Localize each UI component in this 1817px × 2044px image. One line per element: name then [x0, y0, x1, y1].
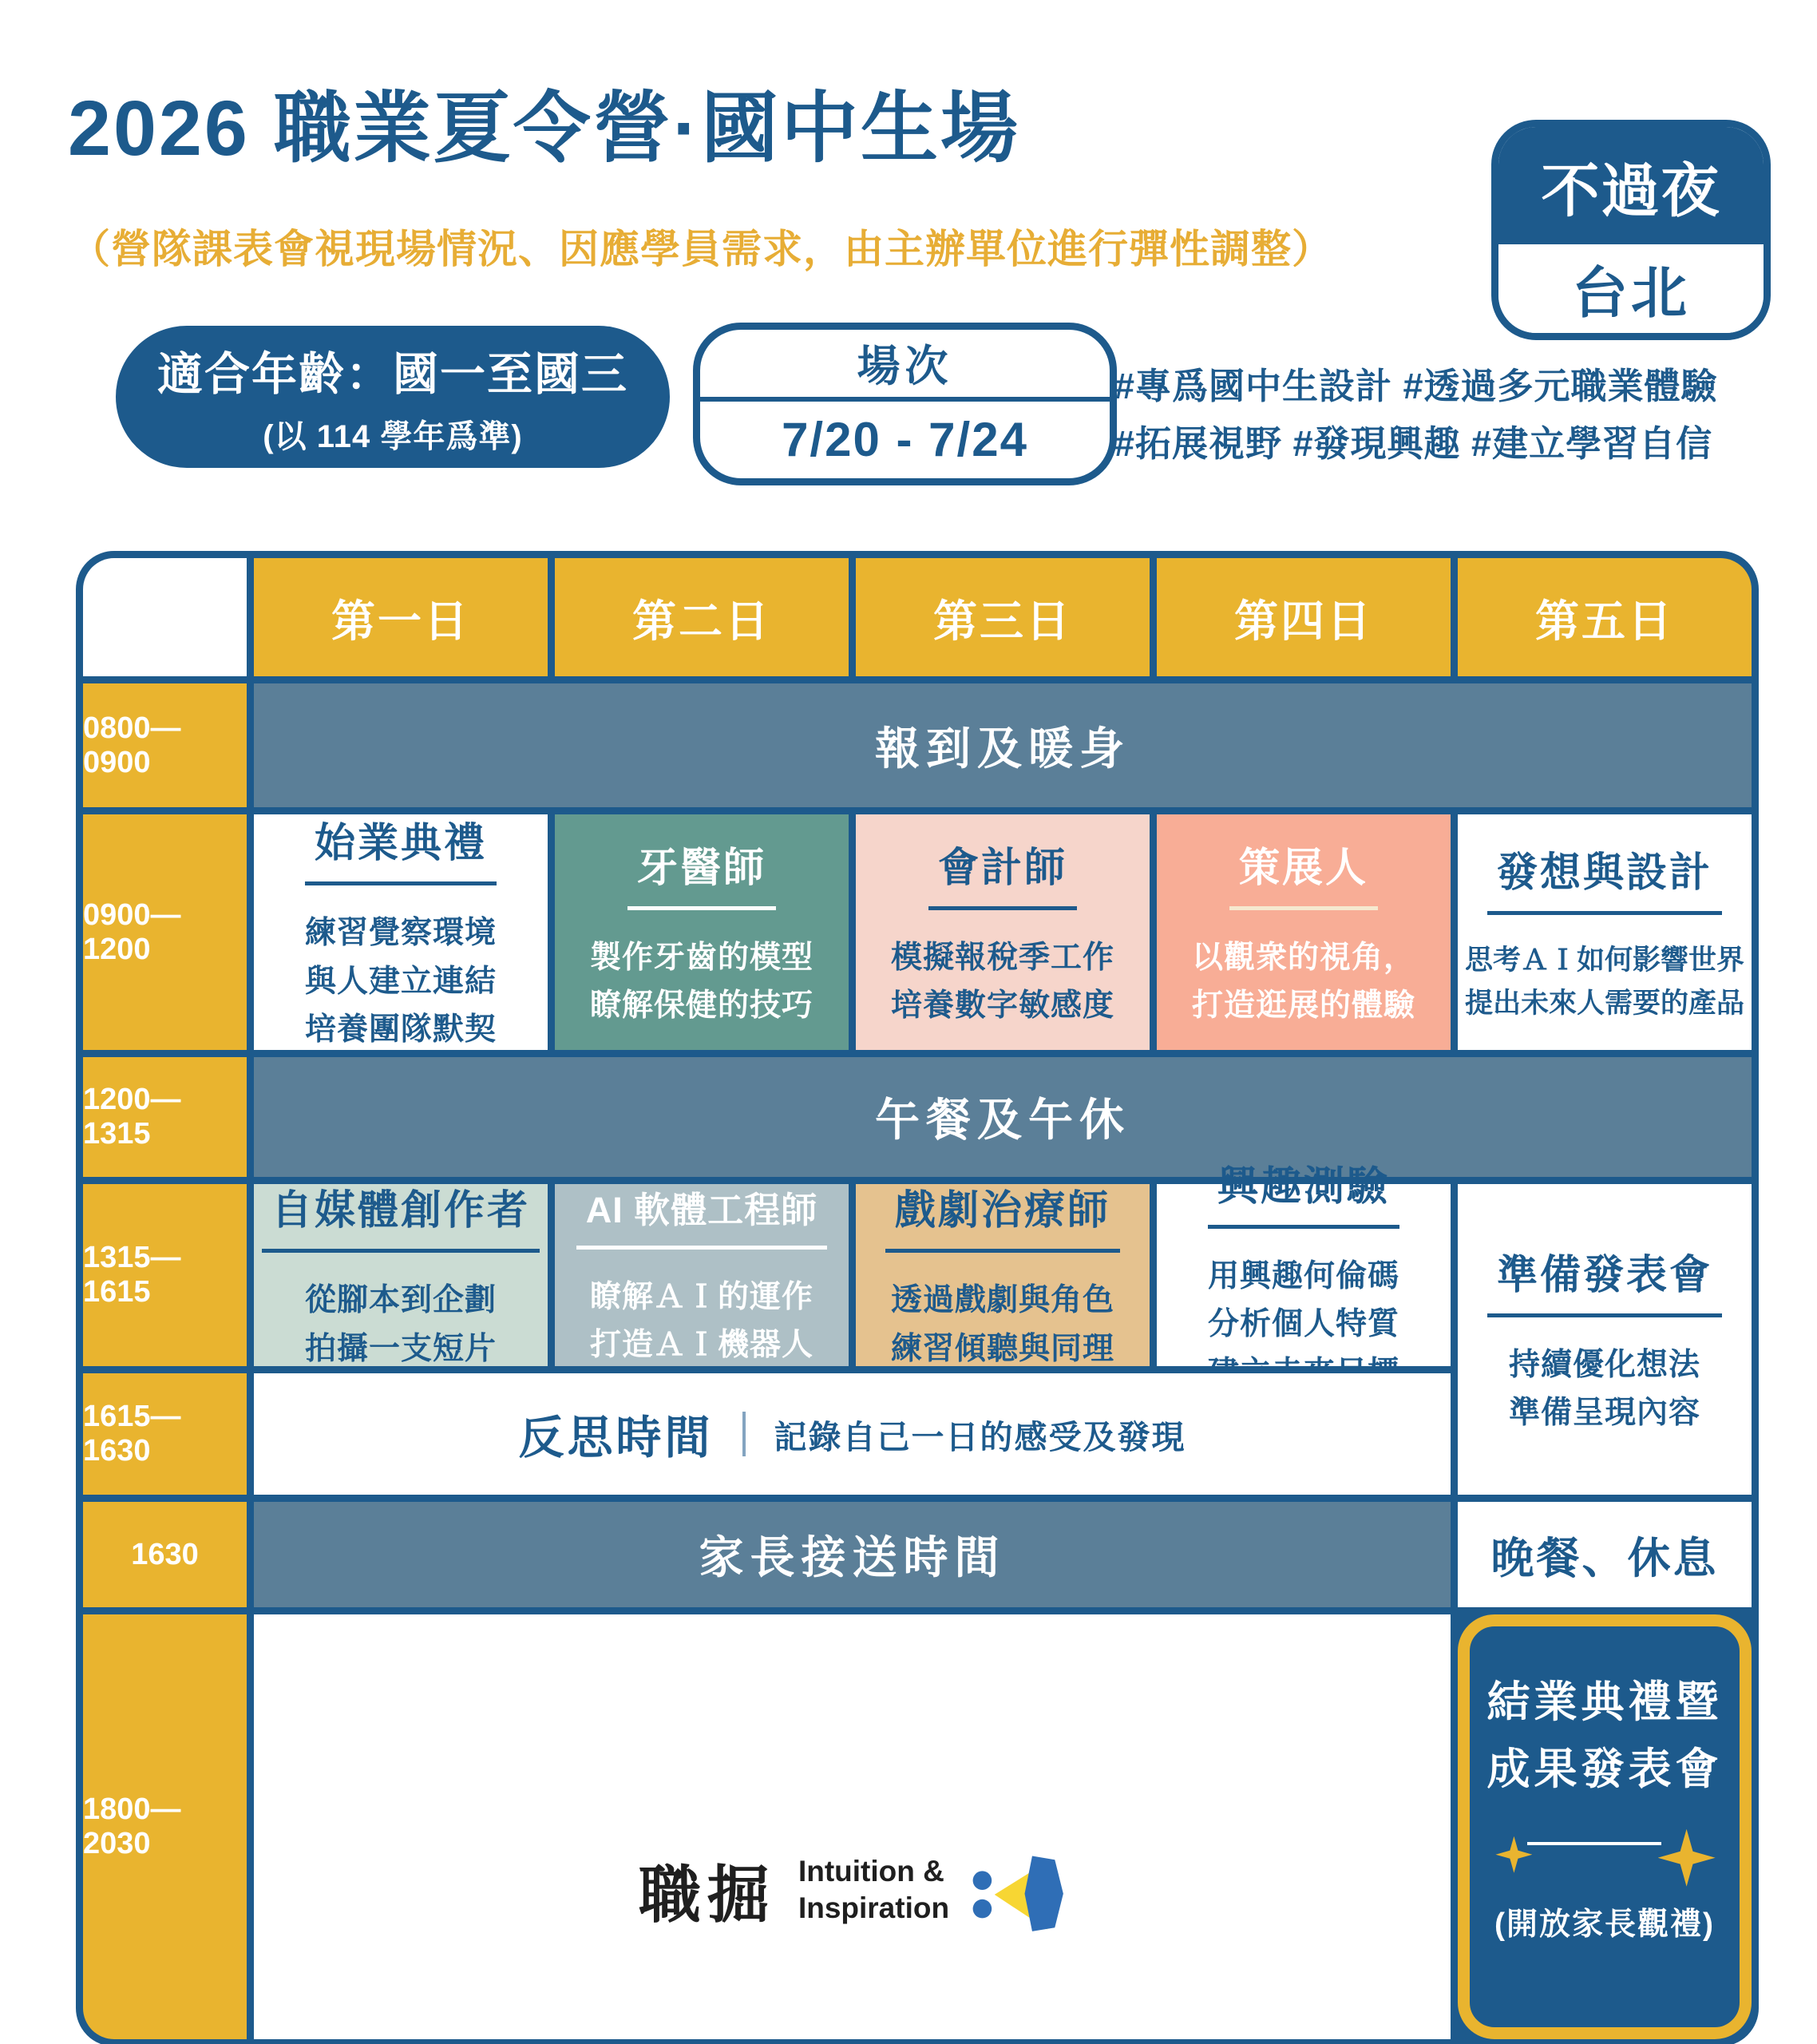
closing-underline — [1490, 1815, 1718, 1872]
course-title: 會計師 — [928, 834, 1077, 910]
course-curator — [1157, 814, 1451, 1050]
megaphone-logo-icon — [972, 1843, 1066, 1937]
closing-note: (開放家長觀禮) — [1494, 1907, 1715, 1942]
day-header-5: 第五日 — [1458, 558, 1752, 676]
reflection-desc: 記錄自己一日的感受及發現 — [774, 1418, 1186, 1456]
course-line: 培養團隊默契 — [304, 1012, 497, 1048]
reflection-title: 反思時間 — [518, 1412, 714, 1464]
course-line: 打造逛展的體驗 — [1191, 988, 1415, 1023]
hashtags-line-2: #拓展視野 #發現興趣 #建立學習自信 — [1114, 423, 1713, 464]
hashtags — [1114, 358, 1718, 473]
page-title: 2026 職業夏令營·國中生場 — [68, 85, 1021, 172]
course-line: 從腳本到企劃 — [304, 1283, 497, 1318]
course-opening-ceremony — [254, 814, 548, 1050]
badge-overnight-label: 不過夜 — [1498, 127, 1764, 244]
pickup-row: 家長接送時間 — [254, 1502, 1451, 1607]
course-line: 準備呈現內容 — [1508, 1396, 1700, 1430]
course-line: 培養數字敏感度 — [890, 988, 1114, 1023]
brand-logo — [639, 1843, 1066, 1937]
course-dentist — [555, 814, 849, 1050]
time-1200-1315: 1200—1315 — [83, 1057, 247, 1177]
overnight-location-badge — [1491, 120, 1771, 340]
course-title: AI 軟體工程師 — [576, 1181, 828, 1250]
course-ai-engineer — [555, 1184, 849, 1366]
reflection-divider — [742, 1412, 746, 1456]
course-line: 分析個人特質 — [1207, 1307, 1399, 1342]
course-accountant — [856, 814, 1150, 1050]
session-dates: 7/20 - 7/24 — [782, 413, 1028, 467]
day-header-1: 第一日 — [254, 558, 548, 676]
course-line: 與人建立連結 — [304, 964, 497, 999]
time-0800-0900: 0800—0900 — [83, 683, 247, 807]
badge-city-label: 台北 — [1498, 244, 1764, 333]
course-title: 始業典禮 — [305, 810, 497, 885]
page-subtitle: （營隊課表會視現場情況、因應學員需求，由主辦單位進行彈性調整） — [70, 227, 1332, 271]
session-box — [693, 323, 1117, 485]
session-label: 場次 — [857, 343, 953, 391]
age-range-text: 適合年齡：國一至國三 — [157, 348, 628, 400]
day-header-2: 第二日 — [555, 558, 849, 676]
age-range-note: (以 114 學年爲準) — [263, 418, 523, 454]
dinner-rest-cell: 晚餐、休息 — [1458, 1502, 1752, 1607]
course-line: 思考ＡＩ如何影響世界 — [1464, 944, 1744, 976]
course-line: 製作牙齒的模型 — [589, 940, 813, 975]
checkin-row: 報到及暖身 — [254, 683, 1752, 807]
course-title: 發想與設計 — [1487, 839, 1722, 915]
schedule-table — [76, 551, 1759, 2044]
time-1800-2030: 1800—2030 — [83, 1614, 247, 2039]
course-line: 練習覺察環境 — [304, 916, 497, 951]
course-content-creator — [254, 1184, 548, 1366]
brand-logo-en-line2: Inspiration — [798, 1891, 950, 1924]
sparkle-icon — [1658, 1829, 1716, 1887]
day-header-4: 第四日 — [1157, 558, 1451, 676]
course-title: 牙醫師 — [627, 834, 776, 910]
day-header-3: 第三日 — [856, 558, 1150, 676]
course-line: 用興趣何倫碼 — [1207, 1258, 1399, 1293]
brand-logo-en — [798, 1853, 949, 1927]
course-drama-therapist — [856, 1184, 1150, 1366]
course-title: 策展人 — [1229, 834, 1378, 910]
corner-cell — [83, 558, 247, 676]
course-line: 練習傾聽與同理 — [890, 1331, 1114, 1366]
course-line: 瞭解ＡＩ的運作 — [589, 1279, 813, 1314]
reflection-row — [254, 1373, 1451, 1495]
closing-rule-line — [1527, 1842, 1661, 1845]
course-title: 自媒體創作者 — [262, 1177, 540, 1253]
age-range-pill — [116, 326, 670, 468]
closing-title-line2: 成果發表會 — [1486, 1745, 1723, 1793]
course-line: 瞭解保健的技巧 — [589, 988, 813, 1023]
course-title: 準備發表會 — [1487, 1242, 1722, 1317]
time-1630: 1630 — [83, 1502, 247, 1607]
logo-cell — [254, 1614, 1451, 2039]
course-line: 模擬報稅季工作 — [890, 940, 1114, 975]
course-interest-test — [1157, 1163, 1451, 1366]
brand-logo-zh: 職掘 — [638, 1860, 776, 1930]
time-0900-1200: 0900—1200 — [83, 814, 247, 1050]
course-title: 興趣測驗 — [1208, 1153, 1399, 1229]
course-prepare-presentation — [1458, 1184, 1752, 1495]
course-line: 透過戲劇與角色 — [890, 1283, 1114, 1318]
closing-title-line1: 結業典禮暨 — [1486, 1678, 1723, 1727]
brand-logo-en-line1: Intuition & — [798, 1854, 944, 1888]
time-1315-1615: 1315—1615 — [83, 1184, 247, 1366]
course-title: 戲劇治療師 — [885, 1177, 1120, 1253]
course-line: 拍攝一支短片 — [304, 1331, 497, 1366]
hashtags-line-1: #專爲國中生設計 #透過多元職業體驗 — [1114, 366, 1718, 406]
course-ideation-design — [1458, 814, 1752, 1050]
closing-ceremony-cell — [1458, 1614, 1752, 2039]
course-line: 以觀衆的視角， — [1191, 940, 1415, 975]
course-line: 提出未來人需要的產品 — [1464, 988, 1744, 1019]
course-line: 持續優化想法 — [1508, 1347, 1700, 1382]
lunch-row: 午餐及午休 — [254, 1057, 1752, 1177]
course-line: 打造ＡＩ機器人 — [589, 1328, 813, 1362]
time-1615-1630: 1615—1630 — [83, 1373, 247, 1495]
